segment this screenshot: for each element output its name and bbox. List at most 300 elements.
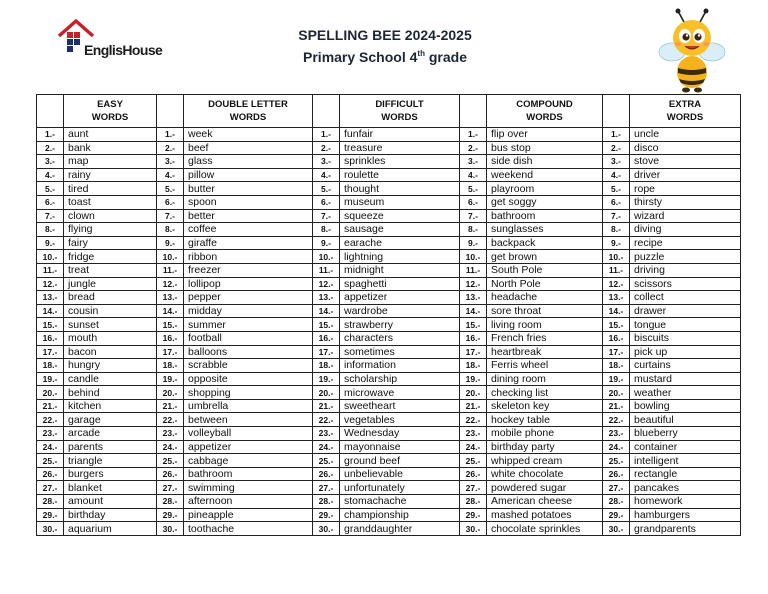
row-number: 14.-	[603, 304, 630, 318]
row-number: 2.-	[603, 141, 630, 155]
word-compound: South Pole	[487, 263, 603, 277]
row-number: 18.-	[37, 359, 64, 373]
word-double-letter: giraffe	[184, 236, 313, 250]
word-extra: hamburgers	[630, 508, 741, 522]
word-compound: checking list	[487, 386, 603, 400]
word-compound: side dish	[487, 155, 603, 169]
word-extra: disco	[630, 141, 741, 155]
row-number: 18.-	[157, 359, 184, 373]
word-extra: biscuits	[630, 331, 741, 345]
word-difficult: unfortunately	[340, 481, 460, 495]
row-number: 20.-	[460, 386, 487, 400]
row-number: 30.-	[603, 522, 630, 536]
word-easy: parents	[64, 440, 157, 454]
word-double-letter: balloons	[184, 345, 313, 359]
table-row	[37, 427, 741, 441]
word-compound: weekend	[487, 168, 603, 182]
word-difficult: earache	[340, 236, 460, 250]
row-number: 6.-	[313, 195, 340, 209]
table-row	[37, 291, 741, 305]
table-row	[37, 128, 741, 142]
row-number: 7.-	[37, 209, 64, 223]
word-compound: backpack	[487, 236, 603, 250]
word-difficult: sometimes	[340, 345, 460, 359]
row-number: 21.-	[603, 399, 630, 413]
table-row	[37, 522, 741, 536]
row-number: 9.-	[157, 236, 184, 250]
row-number: 4.-	[460, 168, 487, 182]
row-number: 4.-	[603, 168, 630, 182]
row-number: 30.-	[313, 522, 340, 536]
word-extra: homework	[630, 495, 741, 509]
row-number: 10.-	[460, 250, 487, 264]
word-compound: flip over	[487, 128, 603, 142]
word-extra: scissors	[630, 277, 741, 291]
header-number-cell	[603, 95, 630, 128]
row-number: 3.-	[313, 155, 340, 169]
word-difficult: wardrobe	[340, 304, 460, 318]
word-compound: get soggy	[487, 195, 603, 209]
word-difficult: ground beef	[340, 454, 460, 468]
word-easy: jungle	[64, 277, 157, 291]
column-header-easy: EASY WORDS	[64, 95, 157, 128]
word-extra: driver	[630, 168, 741, 182]
word-compound: North Pole	[487, 277, 603, 291]
row-number: 24.-	[313, 440, 340, 454]
word-difficult: spaghetti	[340, 277, 460, 291]
column-header-extra: EXTRA WORDS	[630, 95, 741, 128]
word-easy: amount	[64, 495, 157, 509]
row-number: 6.-	[157, 195, 184, 209]
row-number: 7.-	[313, 209, 340, 223]
word-easy: fairy	[64, 236, 157, 250]
row-number: 2.-	[460, 141, 487, 155]
row-number: 17.-	[313, 345, 340, 359]
word-double-letter: ribbon	[184, 250, 313, 264]
word-easy: triangle	[64, 454, 157, 468]
row-number: 22.-	[157, 413, 184, 427]
word-easy: hungry	[64, 359, 157, 373]
row-number: 28.-	[157, 495, 184, 509]
row-number: 10.-	[37, 250, 64, 264]
word-compound: headache	[487, 291, 603, 305]
row-number: 10.-	[603, 250, 630, 264]
word-double-letter: between	[184, 413, 313, 427]
row-number: 19.-	[460, 372, 487, 386]
word-easy: candle	[64, 372, 157, 386]
word-compound: bathroom	[487, 209, 603, 223]
word-difficult: mayonnaise	[340, 440, 460, 454]
header-row	[37, 95, 741, 128]
row-number: 15.-	[460, 318, 487, 332]
row-number: 5.-	[157, 182, 184, 196]
word-compound: birthday party	[487, 440, 603, 454]
column-header-compound: COMPOUND WORDS	[487, 95, 603, 128]
word-easy: map	[64, 155, 157, 169]
word-double-letter: afternoon	[184, 495, 313, 509]
row-number: 13.-	[603, 291, 630, 305]
word-difficult: treasure	[340, 141, 460, 155]
column-header-double-letter: DOUBLE LETTER WORDS	[184, 95, 313, 128]
word-easy: aquarium	[64, 522, 157, 536]
row-number: 21.-	[157, 399, 184, 413]
word-extra: curtains	[630, 359, 741, 373]
word-double-letter: pillow	[184, 168, 313, 182]
row-number: 29.-	[313, 508, 340, 522]
row-number: 1.-	[37, 128, 64, 142]
word-difficult: sausage	[340, 223, 460, 237]
table-row	[37, 223, 741, 237]
row-number: 18.-	[313, 359, 340, 373]
word-double-letter: freezer	[184, 263, 313, 277]
word-easy: birthday	[64, 508, 157, 522]
word-double-letter: opposite	[184, 372, 313, 386]
word-compound: skeleton key	[487, 399, 603, 413]
word-double-letter: beef	[184, 141, 313, 155]
row-number: 24.-	[157, 440, 184, 454]
word-easy: garage	[64, 413, 157, 427]
row-number: 9.-	[37, 236, 64, 250]
row-number: 17.-	[603, 345, 630, 359]
row-number: 14.-	[313, 304, 340, 318]
row-number: 28.-	[460, 495, 487, 509]
table-row	[37, 399, 741, 413]
row-number: 24.-	[603, 440, 630, 454]
row-number: 12.-	[157, 277, 184, 291]
row-number: 21.-	[460, 399, 487, 413]
row-number: 28.-	[37, 495, 64, 509]
word-difficult: microwave	[340, 386, 460, 400]
word-compound: sunglasses	[487, 223, 603, 237]
row-number: 11.-	[603, 263, 630, 277]
row-number: 10.-	[157, 250, 184, 264]
word-extra: diving	[630, 223, 741, 237]
word-extra: pick up	[630, 345, 741, 359]
word-difficult: lightning	[340, 250, 460, 264]
word-easy: blanket	[64, 481, 157, 495]
word-double-letter: umbrella	[184, 399, 313, 413]
word-extra: beautiful	[630, 413, 741, 427]
word-double-letter: summer	[184, 318, 313, 332]
word-double-letter: midday	[184, 304, 313, 318]
table-row	[37, 413, 741, 427]
table-row	[37, 508, 741, 522]
word-difficult: vegetables	[340, 413, 460, 427]
word-easy: kitchen	[64, 399, 157, 413]
word-extra: wizard	[630, 209, 741, 223]
word-double-letter: pineapple	[184, 508, 313, 522]
row-number: 2.-	[313, 141, 340, 155]
row-number: 8.-	[460, 223, 487, 237]
word-extra: recipe	[630, 236, 741, 250]
word-double-letter: spoon	[184, 195, 313, 209]
row-number: 5.-	[313, 182, 340, 196]
row-number: 13.-	[460, 291, 487, 305]
word-easy: mouth	[64, 331, 157, 345]
word-extra: driving	[630, 263, 741, 277]
row-number: 16.-	[603, 331, 630, 345]
word-easy: sunset	[64, 318, 157, 332]
word-easy: bank	[64, 141, 157, 155]
word-difficult: roulette	[340, 168, 460, 182]
logo-text: EnglisHouse	[84, 42, 163, 58]
word-difficult: unbelievable	[340, 467, 460, 481]
page-title	[240, 26, 530, 67]
word-extra: blueberry	[630, 427, 741, 441]
row-number: 15.-	[37, 318, 64, 332]
word-extra: uncle	[630, 128, 741, 142]
word-double-letter: bathroom	[184, 467, 313, 481]
word-double-letter: week	[184, 128, 313, 142]
word-difficult: museum	[340, 195, 460, 209]
table-row	[37, 359, 741, 373]
table-row	[37, 372, 741, 386]
row-number: 11.-	[157, 263, 184, 277]
word-easy: treat	[64, 263, 157, 277]
word-easy: cousin	[64, 304, 157, 318]
table-row	[37, 454, 741, 468]
word-double-letter: football	[184, 331, 313, 345]
word-easy: clown	[64, 209, 157, 223]
word-extra: collect	[630, 291, 741, 305]
column-header-difficult: DIFFICULT WORDS	[340, 95, 460, 128]
word-extra: thirsty	[630, 195, 741, 209]
row-number: 22.-	[460, 413, 487, 427]
row-number: 15.-	[603, 318, 630, 332]
row-number: 14.-	[157, 304, 184, 318]
row-number: 8.-	[157, 223, 184, 237]
word-compound: hockey table	[487, 413, 603, 427]
row-number: 23.-	[37, 427, 64, 441]
table-row	[37, 209, 741, 223]
word-difficult: characters	[340, 331, 460, 345]
word-extra: drawer	[630, 304, 741, 318]
table-row	[37, 495, 741, 509]
table-row	[37, 277, 741, 291]
word-easy: tired	[64, 182, 157, 196]
row-number: 5.-	[460, 182, 487, 196]
table-row	[37, 168, 741, 182]
row-number: 9.-	[460, 236, 487, 250]
row-number: 24.-	[460, 440, 487, 454]
word-easy: bread	[64, 291, 157, 305]
row-number: 3.-	[157, 155, 184, 169]
table-row	[37, 141, 741, 155]
row-number: 16.-	[37, 331, 64, 345]
table-row	[37, 318, 741, 332]
header-number-cell	[460, 95, 487, 128]
row-number: 4.-	[313, 168, 340, 182]
row-number: 26.-	[603, 467, 630, 481]
word-double-letter: butter	[184, 182, 313, 196]
word-difficult: appetizer	[340, 291, 460, 305]
row-number: 12.-	[603, 277, 630, 291]
word-difficult: scholarship	[340, 372, 460, 386]
word-double-letter: lollipop	[184, 277, 313, 291]
word-compound: powdered sugar	[487, 481, 603, 495]
row-number: 3.-	[460, 155, 487, 169]
word-compound: heartbreak	[487, 345, 603, 359]
row-number: 1.-	[157, 128, 184, 142]
row-number: 30.-	[157, 522, 184, 536]
word-difficult: sweetheart	[340, 399, 460, 413]
row-number: 6.-	[37, 195, 64, 209]
word-easy: flying	[64, 223, 157, 237]
word-difficult: thought	[340, 182, 460, 196]
word-double-letter: swimming	[184, 481, 313, 495]
table-row	[37, 386, 741, 400]
word-double-letter: glass	[184, 155, 313, 169]
row-number: 27.-	[460, 481, 487, 495]
row-number: 6.-	[603, 195, 630, 209]
row-number: 22.-	[37, 413, 64, 427]
word-difficult: championship	[340, 508, 460, 522]
row-number: 9.-	[313, 236, 340, 250]
word-compound: sore throat	[487, 304, 603, 318]
row-number: 25.-	[157, 454, 184, 468]
table-row	[37, 331, 741, 345]
row-number: 17.-	[157, 345, 184, 359]
word-easy: fridge	[64, 250, 157, 264]
word-extra: puzzle	[630, 250, 741, 264]
row-number: 21.-	[37, 399, 64, 413]
row-number: 16.-	[157, 331, 184, 345]
row-number: 30.-	[37, 522, 64, 536]
row-number: 7.-	[157, 209, 184, 223]
row-number: 18.-	[460, 359, 487, 373]
row-number: 29.-	[603, 508, 630, 522]
word-extra: grandparents	[630, 522, 741, 536]
row-number: 27.-	[313, 481, 340, 495]
word-compound: white chocolate	[487, 467, 603, 481]
row-number: 7.-	[603, 209, 630, 223]
table-row	[37, 345, 741, 359]
row-number: 25.-	[37, 454, 64, 468]
word-double-letter: shopping	[184, 386, 313, 400]
word-difficult: stomachache	[340, 495, 460, 509]
row-number: 29.-	[460, 508, 487, 522]
word-extra: tongue	[630, 318, 741, 332]
row-number: 3.-	[37, 155, 64, 169]
row-number: 11.-	[37, 263, 64, 277]
word-difficult: squeeze	[340, 209, 460, 223]
row-number: 11.-	[460, 263, 487, 277]
table-row	[37, 304, 741, 318]
word-difficult: granddaughter	[340, 522, 460, 536]
header-number-cell	[37, 95, 64, 128]
row-number: 26.-	[37, 467, 64, 481]
word-easy: aunt	[64, 128, 157, 142]
row-number: 29.-	[157, 508, 184, 522]
word-easy: behind	[64, 386, 157, 400]
row-number: 5.-	[37, 182, 64, 196]
row-number: 15.-	[313, 318, 340, 332]
row-number: 8.-	[37, 223, 64, 237]
word-extra: stove	[630, 155, 741, 169]
row-number: 28.-	[603, 495, 630, 509]
row-number: 23.-	[313, 427, 340, 441]
table-row	[37, 467, 741, 481]
row-number: 21.-	[313, 399, 340, 413]
header-number-cell	[157, 95, 184, 128]
word-compound: get brown	[487, 250, 603, 264]
row-number: 19.-	[157, 372, 184, 386]
word-rows	[37, 128, 741, 536]
row-number: 14.-	[460, 304, 487, 318]
subtitle: Primary School 4th grade	[303, 49, 467, 65]
word-compound: whipped cream	[487, 454, 603, 468]
row-number: 15.-	[157, 318, 184, 332]
row-number: 26.-	[460, 467, 487, 481]
word-easy: burgers	[64, 467, 157, 481]
word-compound: chocolate sprinkles	[487, 522, 603, 536]
word-extra: rectangle	[630, 467, 741, 481]
row-number: 7.-	[460, 209, 487, 223]
table-row	[37, 481, 741, 495]
word-compound: living room	[487, 318, 603, 332]
row-number: 28.-	[313, 495, 340, 509]
row-number: 4.-	[157, 168, 184, 182]
row-number: 30.-	[460, 522, 487, 536]
word-compound: dining room	[487, 372, 603, 386]
row-number: 24.-	[37, 440, 64, 454]
row-number: 23.-	[460, 427, 487, 441]
row-number: 2.-	[157, 141, 184, 155]
row-number: 12.-	[313, 277, 340, 291]
word-compound: playroom	[487, 182, 603, 196]
spelling-word-table	[36, 94, 741, 536]
row-number: 12.-	[37, 277, 64, 291]
row-number: 13.-	[37, 291, 64, 305]
word-double-letter: volleyball	[184, 427, 313, 441]
word-compound: bus stop	[487, 141, 603, 155]
row-number: 9.-	[603, 236, 630, 250]
row-number: 20.-	[157, 386, 184, 400]
row-number: 19.-	[603, 372, 630, 386]
word-difficult: funfair	[340, 128, 460, 142]
row-number: 22.-	[313, 413, 340, 427]
word-extra: intelligent	[630, 454, 741, 468]
row-number: 1.-	[603, 128, 630, 142]
word-extra: container	[630, 440, 741, 454]
row-number: 10.-	[313, 250, 340, 264]
row-number: 20.-	[37, 386, 64, 400]
word-extra: mustard	[630, 372, 741, 386]
table-row	[37, 182, 741, 196]
table-row	[37, 440, 741, 454]
row-number: 13.-	[157, 291, 184, 305]
row-number: 8.-	[313, 223, 340, 237]
row-number: 22.-	[603, 413, 630, 427]
row-number: 11.-	[313, 263, 340, 277]
row-number: 26.-	[157, 467, 184, 481]
word-double-letter: better	[184, 209, 313, 223]
table-row	[37, 195, 741, 209]
row-number: 20.-	[603, 386, 630, 400]
word-difficult: Wednesday	[340, 427, 460, 441]
row-number: 17.-	[460, 345, 487, 359]
word-double-letter: toothache	[184, 522, 313, 536]
row-number: 23.-	[603, 427, 630, 441]
row-number: 6.-	[460, 195, 487, 209]
header-number-cell	[313, 95, 340, 128]
word-extra: bowling	[630, 399, 741, 413]
word-double-letter: scrabble	[184, 359, 313, 373]
word-extra: rope	[630, 182, 741, 196]
word-easy: toast	[64, 195, 157, 209]
word-compound: mobile phone	[487, 427, 603, 441]
word-difficult: midnight	[340, 263, 460, 277]
